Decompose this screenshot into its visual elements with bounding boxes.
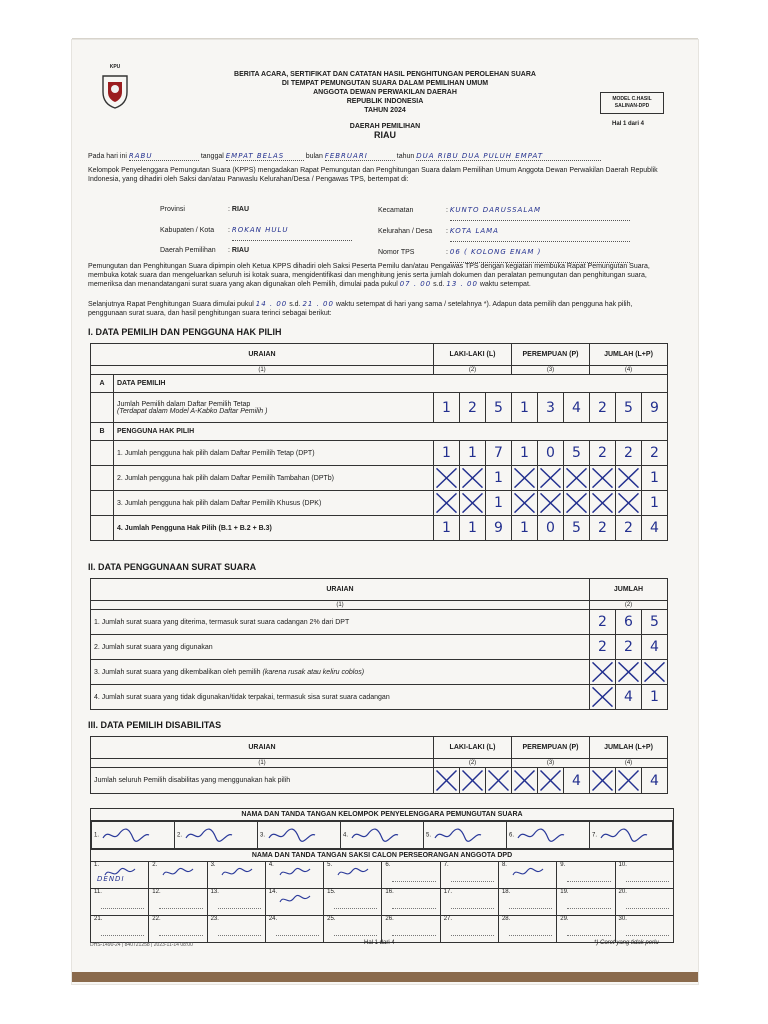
cross-out-icon	[564, 491, 589, 515]
location-left: Provinsi : RIAU Kabupaten / Kota : ROKAN HULU Daerah Pemilihan : RIAU	[160, 200, 370, 261]
digit-cell	[590, 768, 616, 794]
saksi-signature-cell: 16.	[382, 889, 440, 916]
row-returned: 3. Jumlah surat suara yang dikembalikan oleh pemilih (karena rusak atau keliru coblos)	[91, 660, 668, 685]
kpps-signature-cell: 4.	[341, 822, 424, 849]
handwritten-signature-icon	[278, 865, 312, 881]
section-3-table: URAIAN LAKI-LAKI (L) PEREMPUAN (P) JUMLAH (L+P) (1) (2) (3) (4) Jumlah seluruh Pemilih disabilitas yang menggunakan hak pilih 4 4	[90, 736, 668, 794]
digit-cell: 1	[486, 466, 512, 491]
digit-cell	[460, 491, 486, 516]
digit-cell	[564, 491, 590, 516]
digit-cell: 1	[434, 393, 460, 423]
digit-cell: 1	[512, 516, 538, 541]
title-line-3: ANGGOTA DEWAN PERWAKILAN DAERAH	[313, 89, 457, 96]
digit-cell	[616, 466, 642, 491]
saksi-signature-row	[91, 916, 674, 943]
digit-cell	[460, 466, 486, 491]
saksi-signature-cell: 25.	[324, 916, 382, 943]
digit-cell: 2	[590, 393, 616, 423]
saksi-signature-cell: 9.	[557, 862, 615, 889]
kpps-signature-row	[91, 821, 674, 850]
date-value: EMPAT BELAS	[226, 152, 304, 161]
cross-out-icon	[486, 768, 511, 793]
signature-dotted-line	[451, 881, 494, 882]
signature-dotted-line	[276, 935, 319, 936]
signature-dotted-line	[509, 908, 552, 909]
digit-cell: 1	[512, 393, 538, 423]
handwritten-signature-icon	[511, 865, 545, 881]
cross-out-icon	[590, 768, 615, 793]
start-time: 07 . 00	[399, 280, 432, 288]
digit-cell: 2	[590, 441, 616, 466]
digit-cell: 1	[434, 516, 460, 541]
digit-cell	[434, 768, 460, 794]
digit-cell: 2	[642, 441, 668, 466]
digit-cell: 1	[642, 466, 668, 491]
cross-out-icon	[512, 466, 537, 490]
digit-cell	[616, 491, 642, 516]
title-line-4: REPUBLIK INDONESIA	[346, 98, 424, 105]
row-received: 1. Jumlah surat suara yang diterima, termasuk surat suara cadangan 2% dari DPT 2 6 5	[91, 610, 668, 635]
title-line-5: TAHUN 2024	[364, 107, 406, 114]
dapil-value: RIAU	[231, 247, 250, 254]
signature-dotted-line	[218, 935, 261, 936]
saksi-signature-cell: 19.	[557, 889, 615, 916]
digit-cell: 2	[616, 441, 642, 466]
handwritten-signature-icon	[99, 826, 153, 844]
provinsi-value: RIAU	[231, 206, 250, 213]
digit-cell: 4	[564, 768, 590, 794]
kecamatan-value: KUNTO DARUSSALAM	[450, 200, 630, 221]
handwritten-signature-icon	[161, 865, 195, 881]
digit-cell	[538, 491, 564, 516]
digit-cell: 1	[512, 441, 538, 466]
section-3-title: III. DATA PEMILIH DISABILITAS	[88, 720, 222, 730]
handwritten-signature-icon	[103, 865, 137, 881]
title-line-2: DI TEMPAT PEMUNGUTAN SUARA DALAM PEMILIHAN UMUM	[281, 80, 489, 87]
signature-dotted-line	[567, 935, 610, 936]
model-box: MODEL C.HASIL SALINAN-DPD	[600, 92, 664, 114]
footer-code: DHS-1490-24 | 840721258 | 2023-11-14 08:00	[90, 942, 193, 948]
row-b2: 2. Jumlah pengguna hak pilih dalam Daftar Pemilih Tambahan (DPTb) 1 1	[91, 466, 668, 491]
saksi-name: DENDI	[97, 875, 125, 883]
section-2-table: URAIAN JUMLAH (1) (2) 1. Jumlah surat suara yang diterima, termasuk surat suara cadangan 2% dari DPT 2 6 5 2. Jumlah surat suara yang digunakan 2 2 4 3. Jumlah surat suara yang dikembalikan oleh pemilih (karena rusak atau keliru coblos) 4. Jumlah surat suara yang tidak digunakan/tidak terpakai, termasuk sisa surat suara cadangan 4 1	[90, 578, 668, 710]
digit-cell: 2	[590, 516, 616, 541]
digit-cell: 5	[564, 516, 590, 541]
cross-out-icon	[460, 768, 485, 793]
signature-dotted-line	[392, 935, 435, 936]
digit-cell: 9	[642, 393, 668, 423]
digit-cell	[616, 660, 642, 685]
signature-dotted-line	[218, 908, 261, 909]
digit-cell	[538, 768, 564, 794]
cross-out-icon	[616, 466, 641, 490]
count-end-time: 21 . 00	[302, 300, 334, 308]
intro-paragraph: Kelompok Penyelenggara Pemungutan Suara (KPPS) mengadakan Rapat Pemungutan dan Penghitungan Suara dalam Pemilihan Umum Anggota Dewan Perwakilan Daerah Republik Indonesia, yang dihadiri oleh Saksi dan/atau Panwaslu Kelurahan/Desa / Pengawas TPS, bertempat di:	[88, 167, 658, 183]
signature-dotted-line	[567, 881, 610, 882]
cross-out-icon	[434, 768, 459, 793]
digit-cell	[564, 466, 590, 491]
saksi-signature-cell: 7.	[440, 862, 498, 889]
saksi-signature-cell: 3.	[207, 862, 265, 889]
saksi-signature-cell: 15.	[324, 889, 382, 916]
digit-cell: 2	[460, 393, 486, 423]
signature-dotted-line	[509, 935, 552, 936]
saksi-signature-cell: 29.	[557, 916, 615, 943]
section-2-title: II. DATA PENGGUNAAN SURAT SUARA	[88, 562, 257, 572]
cross-out-icon	[616, 491, 641, 515]
title-line-1: BERITA ACARA, SERTIFIKAT DAN CATATAN HASIL PENGHITUNGAN PEROLEHAN SUARA	[234, 71, 536, 78]
saksi-signature-cell: 21.	[91, 916, 149, 943]
saksi-signature-cell: 6.	[382, 862, 440, 889]
row-dpt: Jumlah Pemilih dalam Daftar Pemilih Tetap (Terdapat dalam Model A-Kabko Daftar Pemilih ) 1 2 5 1 3 4 2 5 9	[91, 393, 668, 423]
signature-dotted-line	[626, 881, 669, 882]
saksi-signature-cell: 8.	[498, 862, 556, 889]
intro-date-line: Pada hari ini RABU tanggal EMPAT BELAS bulan FEBRUARI tahun DUA RIBU DUA PULUH EMPAT	[88, 152, 668, 161]
digit-cell: 1	[642, 685, 668, 710]
saksi-signature-cell: 13.	[207, 889, 265, 916]
handwritten-signature-icon	[597, 826, 651, 844]
digit-cell: 9	[486, 516, 512, 541]
kpu-logo: KPU	[100, 64, 130, 120]
signature-dotted-line	[101, 935, 144, 936]
handwritten-signature-icon	[265, 826, 319, 844]
saksi-signature-cell: 1. DENDI	[91, 862, 149, 889]
digit-cell: 5	[564, 441, 590, 466]
cross-out-icon	[512, 768, 537, 793]
kpps-signature-title: NAMA DAN TANDA TANGAN KELOMPOK PENYELENGGARA PEMUNGUTAN SUARA	[91, 809, 674, 821]
kpps-signature-cell: 7.	[590, 822, 673, 849]
signature-dotted-line	[101, 908, 144, 909]
footer-page: Hal 1 dari 4	[364, 940, 395, 946]
region-label: DAERAH PEMILIHAN	[349, 123, 421, 130]
kpps-signature-cell: 6.	[507, 822, 590, 849]
day-value: RABU	[129, 152, 199, 161]
row-disabilitas: Jumlah seluruh Pemilih disabilitas yang menggunakan hak pilih 4 4	[91, 768, 668, 794]
saksi-signature-cell: 28.	[498, 916, 556, 943]
row-unused: 4. Jumlah surat suara yang tidak digunakan/tidak terpakai, termasuk sisa surat suara cadangan 4 1	[91, 685, 668, 710]
saksi-signature-cell: 27.	[440, 916, 498, 943]
signature-dotted-line	[567, 908, 610, 909]
digit-cell	[512, 491, 538, 516]
handwritten-signature-icon	[182, 826, 236, 844]
row-b1: 1. Jumlah pengguna hak pilih dalam Daftar Pemilih Tetap (DPT) 1 1 7 1 0 5 2 2 2	[91, 441, 668, 466]
signature-dotted-line	[626, 908, 669, 909]
handwritten-signature-icon	[348, 826, 402, 844]
digit-cell: 2	[616, 635, 642, 660]
digit-cell: 5	[486, 393, 512, 423]
digit-cell	[460, 768, 486, 794]
digit-cell	[590, 685, 616, 710]
cross-out-icon	[538, 466, 563, 490]
signature-dotted-line	[159, 908, 202, 909]
page-indicator: Hal 1 dari 4	[612, 121, 645, 127]
cross-out-icon	[590, 466, 615, 490]
saksi-signature-cell: 20.	[615, 889, 673, 916]
digit-cell	[616, 768, 642, 794]
signature-dotted-line	[159, 935, 202, 936]
garuda-emblem-icon	[100, 70, 130, 110]
signature-dotted-line	[392, 908, 435, 909]
digit-cell: 0	[538, 516, 564, 541]
cross-out-icon	[590, 685, 615, 709]
saksi-signature-cell: 12.	[149, 889, 207, 916]
row-used: 2. Jumlah surat suara yang digunakan 2 2 4	[91, 635, 668, 660]
digit-cell	[590, 491, 616, 516]
digit-cell: 1	[486, 491, 512, 516]
signature-dotted-line	[392, 881, 435, 882]
digit-cell: 4	[616, 685, 642, 710]
saksi-signature-cell: 23.	[207, 916, 265, 943]
saksi-signature-cell: 2.	[149, 862, 207, 889]
digit-cell: 0	[538, 441, 564, 466]
cross-out-icon	[460, 466, 485, 490]
saksi-signature-cell: 10.	[615, 862, 673, 889]
digit-cell: 5	[616, 393, 642, 423]
cross-out-icon	[590, 491, 615, 515]
start-end-time: 13 . 00	[446, 280, 478, 288]
cross-out-icon	[590, 660, 615, 684]
month-value: FEBRUARI	[325, 152, 395, 161]
signature-dotted-line	[334, 908, 377, 909]
footer-note: *) Coret yang tidak perlu	[594, 940, 659, 946]
digit-cell: 2	[616, 516, 642, 541]
saksi-signature-cell: 14.	[265, 889, 323, 916]
digit-cell	[642, 660, 668, 685]
digit-cell: 4	[642, 516, 668, 541]
digit-cell: 1	[460, 516, 486, 541]
digit-cell	[486, 768, 512, 794]
saksi-signature-cell: 24.	[265, 916, 323, 943]
cross-out-icon	[564, 466, 589, 490]
digit-cell: 1	[434, 441, 460, 466]
year-value: DUA RIBU DUA PULUH EMPAT	[416, 152, 601, 161]
handwritten-signature-icon	[514, 826, 568, 844]
cross-out-icon	[642, 660, 667, 684]
digit-cell	[590, 660, 616, 685]
kpps-signature-cell: 2.	[175, 822, 258, 849]
saksi-signature-cell: 22.	[149, 916, 207, 943]
tps-value: 06 ( KOLONG ENAM )	[450, 242, 630, 263]
digit-cell	[590, 466, 616, 491]
paper-bottom-edge	[72, 972, 698, 982]
location-right: Kecamatan : KUNTO DARUSSALAM Kelurahan / Desa : KOTA LAMA Nomor TPS : 06 ( KOLONG ENAM )	[378, 200, 668, 263]
row-b4: 4. Jumlah Pengguna Hak Pilih (B.1 + B.2 + B.3) 1 1 9 1 0 5 2 2 4	[91, 516, 668, 541]
cross-out-icon	[538, 491, 563, 515]
saksi-signature-cell: 11.	[91, 889, 149, 916]
region-value: RIAU	[374, 130, 396, 140]
count-paragraph: Selanjutnya Rapat Penghitungan Suara dimulai pukul 14 . 00 s.d. 21 . 00 waktu setempat di hari yang sama / setelahnya *). Adapun data pemilih dan pengguna hak pilih, penggunaan surat suara, dan hasil penghitungan suara terinci sebagai berikut:	[88, 300, 633, 317]
kpps-signature-cell: 5.	[424, 822, 507, 849]
cross-out-icon	[434, 466, 459, 490]
section-1-title: I. DATA PEMILIH DAN PENGGUNA HAK PILIH	[88, 327, 282, 337]
saksi-signature-cell: 26.	[382, 916, 440, 943]
handwritten-signature-icon	[278, 892, 312, 908]
saksi-signature-cell: 4.	[265, 862, 323, 889]
digit-cell: 5	[642, 610, 668, 635]
kpps-signature-cell: 1.	[92, 822, 175, 849]
cross-out-icon	[616, 768, 641, 793]
signature-dotted-line	[626, 935, 669, 936]
digit-cell: 2	[590, 610, 616, 635]
cross-out-icon	[538, 768, 563, 793]
digit-cell: 7	[486, 441, 512, 466]
digit-cell: 1	[642, 491, 668, 516]
handwritten-signature-icon	[220, 865, 254, 881]
digit-cell	[512, 768, 538, 794]
cross-out-icon	[434, 491, 459, 515]
digit-cell: 4	[564, 393, 590, 423]
kelurahan-value: KOTA LAMA	[450, 221, 630, 242]
digit-cell	[538, 466, 564, 491]
saksi-signature-cell: 30.	[615, 916, 673, 943]
cross-out-icon	[460, 491, 485, 515]
digit-cell: 3	[538, 393, 564, 423]
digit-cell: 6	[616, 610, 642, 635]
saksi-signature-cell: 17.	[440, 889, 498, 916]
row-b3: 3. Jumlah pengguna hak pilih dalam Daftar Pemilih Khusus (DPK) 1 1	[91, 491, 668, 516]
kpps-signature-cell: 3.	[258, 822, 341, 849]
digit-cell: 4	[642, 768, 668, 794]
handwritten-signature-icon	[336, 865, 370, 881]
handwritten-signature-icon	[431, 826, 485, 844]
kabupaten-value: ROKAN HULU	[232, 220, 352, 241]
process-paragraph: Pemungutan dan Penghitungan Suara dipimpin oleh Ketua KPPS dihadiri oleh Saksi Peserta Pemilu dan/atau Pengawas TPS dengan kegiatan membuka Rapat Pemungutan Suara, membuka kotak suara dan mengeluarkan seluruh isi kotak suara, mengidentifikasi dan menghitung jenis serta jumlah dokumen dan peralatan pemungutan dan penghitungan suara, memeriksa dan menandatangani surat suara yang akan digunakan oleh Pemilih, dimulai pada pukul 07 . 00 s.d. 13 . 00 waktu setempat.	[88, 263, 650, 288]
saksi-signature-cell: 18.	[498, 889, 556, 916]
digit-cell: 2	[590, 635, 616, 660]
digit-cell	[434, 491, 460, 516]
digit-cell	[434, 466, 460, 491]
cross-out-icon	[512, 491, 537, 515]
cross-out-icon	[616, 660, 641, 684]
saksi-signature-row	[91, 889, 674, 916]
signature-dotted-line	[451, 935, 494, 936]
saksi-signature-title: NAMA DAN TANDA TANGAN SAKSI CALON PERSEORANGAN ANGGOTA DPD	[91, 850, 674, 862]
digit-cell: 4	[642, 635, 668, 660]
digit-cell	[512, 466, 538, 491]
signature-table	[90, 808, 674, 943]
digit-cell: 1	[460, 441, 486, 466]
signature-dotted-line	[334, 935, 377, 936]
section-1-table: URAIAN LAKI-LAKI (L) PEREMPUAN (P) JUMLAH (L+P) (1) (2) (3) (4) A DATA PEMILIH Jumlah Pemilih dalam Daftar Pemilih Tetap (Terdapat dalam Model A-Kabko Daftar Pemilih ) 1 2 5 1 3 4 2 5 9 B PENGGUNA HAK PILIH 1. Jumlah pengguna hak pilih dalam Daftar Pemilih Tetap (DPT) 1 1 7 1 0 5 2 2 2 2. Jumlah pengguna hak pilih dalam Daftar Pemilih Tambahan (DPTb) 1 1 3. Jumlah pengguna hak pilih dalam Daftar Pemilih Khusus (DPK) 1 1 4. Jumlah Pengguna Hak Pilih (B.1 + B.2 + B.3) 1 1 9 1 0 5 2 2 4	[90, 343, 668, 541]
saksi-signature-cell: 5.	[324, 862, 382, 889]
count-start-time: 14 . 00	[255, 300, 288, 308]
saksi-signature-row	[91, 862, 674, 889]
signature-dotted-line	[451, 908, 494, 909]
